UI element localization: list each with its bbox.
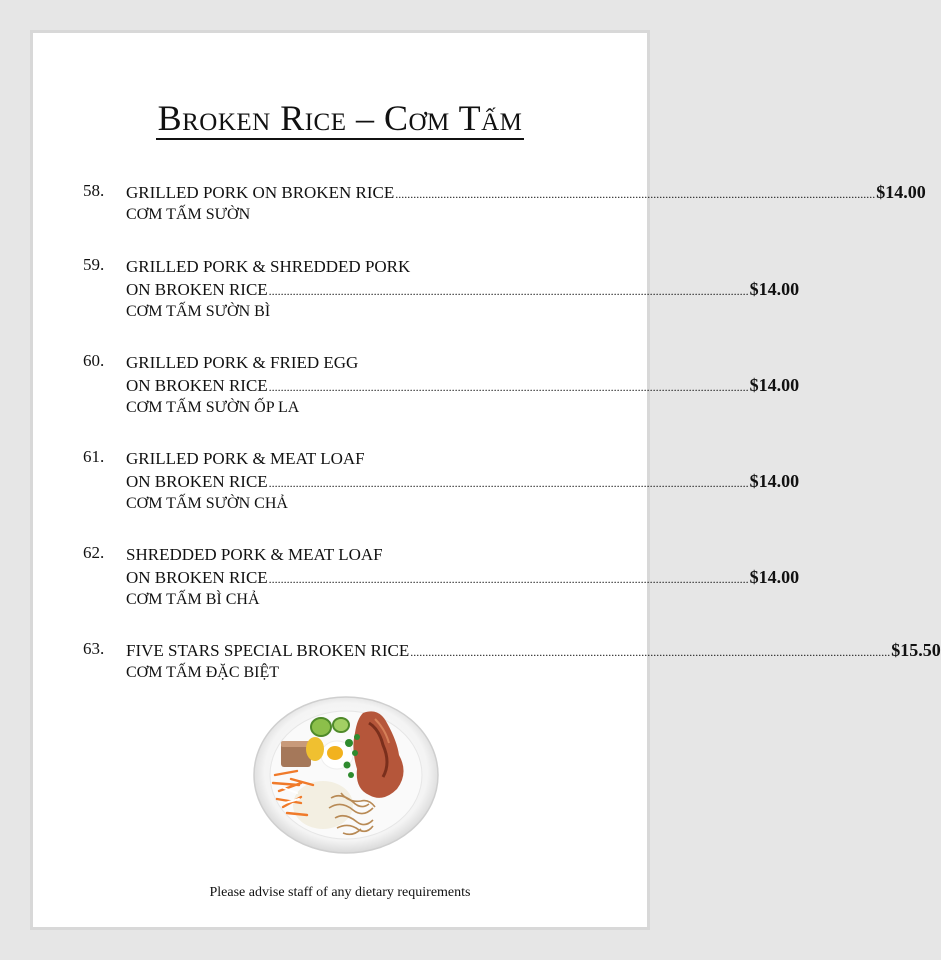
item-name-line: ON BROKEN RICE xyxy=(126,568,268,587)
item-number: 60. xyxy=(83,351,105,370)
item-name-line: SHREDDED PORK & MEAT LOAF xyxy=(126,545,383,564)
dot-leader: ................................................................................................................................................................ xyxy=(395,187,876,201)
item-priced-line xyxy=(126,278,800,301)
item-priced-line xyxy=(126,566,800,589)
item-text xyxy=(126,447,800,515)
item-priced-line xyxy=(126,374,800,397)
dietary-notice: Please advise staff of any dietary requirements xyxy=(209,885,471,900)
item-text xyxy=(126,181,926,226)
item-vietnamese-name: CƠM TẤM SƯỜN BÌ xyxy=(126,303,271,320)
menu-title: Broken Rice – Cơm Tấm xyxy=(157,98,523,138)
item-name-line: GRILLED PORK & FRIED EGG xyxy=(126,353,359,372)
item-text xyxy=(126,639,941,684)
item-vietnamese-name: CƠM TẤM SƯỜN CHẢ xyxy=(126,495,288,512)
item-vietnamese-name: CƠM TẤM ĐẶC BIỆT xyxy=(126,664,280,681)
item-priced-line xyxy=(126,639,941,662)
menu-title-wrap xyxy=(33,99,647,140)
item-price: $14.00 xyxy=(876,182,926,202)
item-name-line: ON BROKEN RICE xyxy=(126,280,268,299)
dot-leader: ................................................................................................................................................................ xyxy=(268,284,749,298)
item-price: $14.00 xyxy=(749,471,800,491)
dot-leader: ................................................................................................................................................................ xyxy=(268,380,749,394)
item-number: 62. xyxy=(83,543,105,562)
item-text xyxy=(126,255,800,323)
item-number: 58. xyxy=(83,181,105,200)
item-price: $15.50 xyxy=(891,640,941,660)
item-number: 59. xyxy=(83,255,105,274)
item-name-line: GRILLED PORK ON BROKEN RICE xyxy=(126,183,395,202)
item-number: 61. xyxy=(83,447,105,466)
menu-page xyxy=(30,30,941,930)
item-name-line: GRILLED PORK & MEAT LOAF xyxy=(126,449,365,468)
item-text xyxy=(126,543,800,611)
item-priced-line xyxy=(126,181,926,204)
item-price: $14.00 xyxy=(749,567,800,587)
item-price: $14.00 xyxy=(749,375,800,395)
item-text xyxy=(126,351,800,419)
item-name-line: FIVE STARS SPECIAL BROKEN RICE xyxy=(126,641,410,660)
item-vietnamese-name: CƠM TẤM SƯỜN xyxy=(126,206,251,223)
item-vietnamese-name: CƠM TẤM BÌ CHẢ xyxy=(126,591,260,608)
dot-leader: ................................................................................................................................................................ xyxy=(268,572,749,586)
item-price: $14.00 xyxy=(749,279,800,299)
item-name-line: GRILLED PORK & SHREDDED PORK xyxy=(126,257,411,276)
item-priced-line xyxy=(126,470,800,493)
item-number: 63. xyxy=(83,639,105,658)
broken-rice-plate-photo xyxy=(251,693,441,855)
item-name-line: ON BROKEN RICE xyxy=(126,376,268,395)
dot-leader: ................................................................................................................................................................ xyxy=(268,476,749,490)
item-name-line: ON BROKEN RICE xyxy=(126,472,268,491)
dot-leader: ................................................................................................................................................................ xyxy=(410,645,891,659)
item-vietnamese-name: CƠM TẤM SƯỜN ỐP LA xyxy=(126,399,300,416)
